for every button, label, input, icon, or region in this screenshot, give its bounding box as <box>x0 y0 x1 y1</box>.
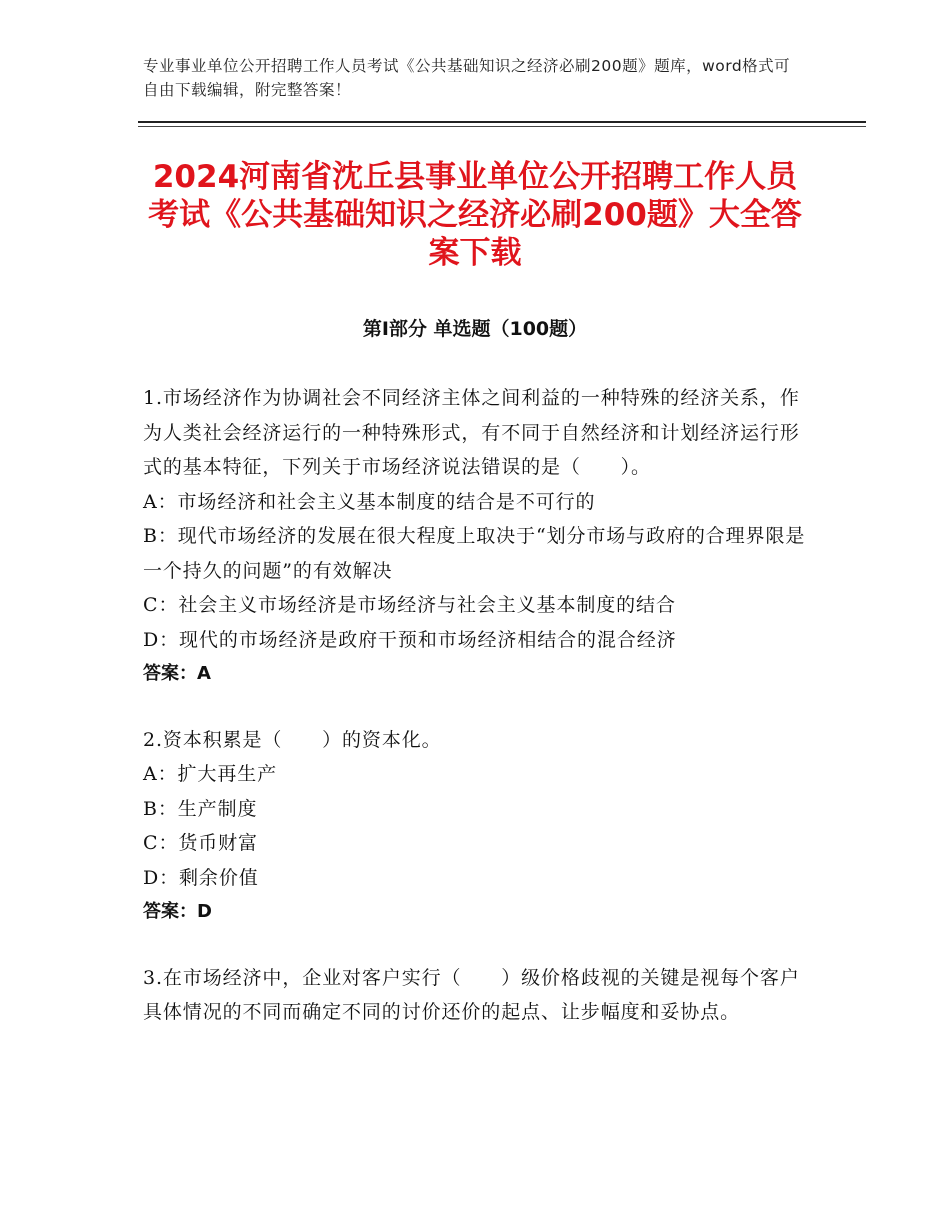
option-a: A：扩大再生产 <box>143 763 278 785</box>
question-3 <box>143 961 815 1030</box>
option-a: A：市场经济和社会主义基本制度的结合是不可行的 <box>143 490 596 513</box>
section-title: 第Ⅰ部分 单选题（100题） <box>362 318 588 340</box>
question-1 <box>143 381 815 692</box>
header-divider-thick <box>138 121 866 123</box>
question-stem: 3.在市场经济中，企业对客户实行（ ）级价格歧视的关键是视每个客户具体情况的不同而确定不同的讨价还价的起点、让步幅度和妥协点。 <box>143 966 800 1023</box>
option-d: D：现代的市场经济是政府干预和市场经济相结合的混合经济 <box>143 628 677 651</box>
option-b: B：生产制度 <box>143 797 258 820</box>
question-2 <box>143 723 815 930</box>
question-stem: 2.资本积累是（ ）的资本化。 <box>143 728 442 751</box>
answer: 答案：D <box>143 901 212 922</box>
document-title: 2024河南省沈丘县事业单位公开招聘工作人员考试《公共基础知识之经济必刷200题》大全答案下载 <box>148 159 802 271</box>
option-c: C：社会主义市场经济是市场经济与社会主义基本制度的结合 <box>143 594 676 616</box>
header-note: 专业事业单位公开招聘工作人员考试《公共基础知识之经济必刷200题》题库，word格式可自由下载编辑，附完整答案！ <box>143 57 791 99</box>
option-d: D：剩余价值 <box>143 866 259 889</box>
header-divider-thin <box>138 126 866 127</box>
question-list <box>143 381 815 1061</box>
option-c: C：货币财富 <box>143 832 258 854</box>
option-b: B：现代市场经济的发展在很大程度上取决于“划分市场与政府的合理界限是一个持久的问题”的有效解决 <box>143 525 806 582</box>
answer: 答案：A <box>143 663 211 684</box>
question-stem: 1.市场经济作为协调社会不同经济主体之间利益的一种特殊的经济关系，作为人类社会经济运行的一种特殊形式，有不同于自然经济和计划经济运行形式的基本特征，下列关于市场经济说法错误的是（ ）。 <box>143 387 800 478</box>
